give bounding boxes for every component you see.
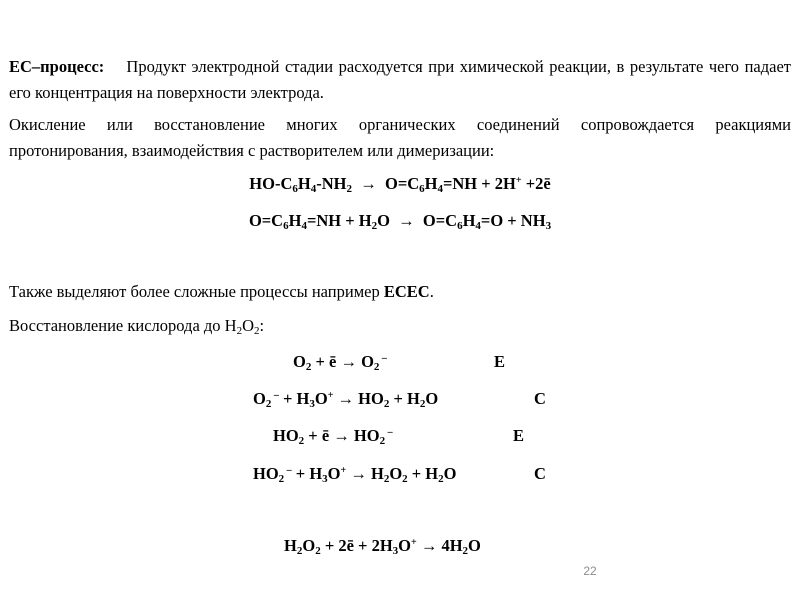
total-part: H	[284, 536, 297, 555]
r1-part: + ē → O	[311, 352, 374, 371]
eq1-part: HO-C	[249, 174, 293, 193]
reaction-3-type: E	[513, 426, 525, 445]
oxidation-paragraph	[9, 112, 791, 164]
ec-process-text: Продукт электродной стадии расходуется при химической реакции, в результате чего падает его концентрация на поверхности электрода.	[9, 57, 791, 102]
r2-sub: 2	[265, 398, 272, 410]
r2-part: O	[425, 389, 439, 408]
oxygen-sub: 2	[254, 325, 260, 337]
ecec-label: ЕСЕС	[383, 282, 430, 301]
oxygen-reduction-paragraph	[9, 313, 791, 339]
oxygen-sub: 2	[236, 325, 243, 337]
total-reaction	[284, 535, 481, 557]
total-part: + 2ē + 2H	[320, 536, 393, 555]
r1-sub: 2	[305, 361, 312, 373]
r2-part: + H	[278, 389, 310, 408]
eq2-part: H	[288, 211, 302, 230]
equation-1	[0, 173, 800, 195]
r1-sub: 2	[373, 361, 380, 373]
eq2-sub: 6	[283, 220, 289, 232]
oxygen-text: Восстановление кислорода до H	[9, 316, 237, 335]
complex-processes-paragraph	[9, 279, 791, 305]
eq2-sub: 4	[475, 220, 481, 232]
reaction-2-type: C	[534, 389, 546, 408]
eq1-part: H	[297, 174, 311, 193]
oxygen-text: :	[259, 316, 265, 335]
reaction-3	[273, 425, 393, 447]
r4-part: HO	[253, 464, 279, 483]
eq1-sub: 4	[437, 183, 443, 195]
r4-sup: +	[340, 465, 347, 476]
total-part: O	[302, 536, 316, 555]
r3-part: + ē → HO	[304, 426, 380, 445]
r4-part: → H	[346, 464, 384, 483]
arrow-icon: →	[360, 174, 377, 193]
r2-sub: 3	[309, 398, 315, 410]
r3-sub: 2	[298, 435, 305, 447]
equation-2	[0, 210, 800, 232]
r2-sub: 2	[383, 398, 390, 410]
eq2-part: O	[377, 211, 390, 230]
ec-process-label: ЕС–процесс:	[9, 57, 105, 76]
r4-part: + H	[291, 464, 323, 483]
eq1-sub: 6	[292, 183, 298, 195]
ec-process-paragraph	[9, 54, 791, 106]
r1-sup: –	[379, 353, 387, 364]
r2-part: O	[314, 389, 328, 408]
r3-part: HO	[273, 426, 299, 445]
eq1-part: H	[424, 174, 438, 193]
eq1-part: -NH	[316, 174, 347, 193]
r4-part: O	[443, 464, 457, 483]
r2-part: O	[253, 389, 266, 408]
eq2-part: H	[462, 211, 476, 230]
eq2-part: =O + NH	[480, 211, 546, 230]
eq2-part: O=C	[422, 211, 458, 230]
complex-text: Также выделяют более сложные процессы например	[9, 282, 384, 301]
eq2-sub: 2	[371, 220, 378, 232]
r2-part: + H	[389, 389, 420, 408]
reaction-4	[253, 463, 457, 485]
total-part: → 4H	[416, 536, 463, 555]
total-part: O	[468, 536, 481, 555]
eq1-sup: +	[515, 175, 522, 186]
total-sup: +	[411, 537, 417, 548]
r4-sub: 2	[402, 473, 408, 485]
oxygen-text: O	[242, 316, 254, 335]
r4-sup: –	[284, 465, 292, 476]
r1-part: O	[293, 352, 306, 371]
r4-sub: 3	[322, 473, 328, 485]
r2-part: → HO	[333, 389, 384, 408]
total-part: O	[398, 536, 411, 555]
eq2-sub: 3	[545, 220, 552, 232]
eq2-part: O=C	[248, 211, 284, 230]
r4-sub: 2	[278, 473, 285, 485]
r4-part: O	[389, 464, 403, 483]
eq1-part: O=C	[384, 174, 420, 193]
eq2-part: =NH + H	[306, 211, 372, 230]
reaction-2	[253, 388, 438, 410]
r4-part: + H	[407, 464, 439, 483]
total-sub: 2	[296, 545, 303, 557]
r2-sup: +	[327, 390, 334, 401]
r2-sup: –	[271, 390, 279, 401]
arrow-icon: →	[398, 211, 415, 230]
eq1-part: =NH + 2H	[442, 174, 516, 193]
r3-sub: 2	[379, 435, 386, 447]
eq2-sub: 6	[457, 220, 463, 232]
eq1-sub: 6	[419, 183, 425, 195]
page-number: 22	[583, 564, 597, 578]
r3-sup: –	[385, 427, 393, 438]
reaction-1-type: E	[494, 352, 506, 371]
reaction-1	[293, 351, 387, 373]
eq1-part: +2ē	[521, 174, 551, 193]
total-sub: 2	[462, 545, 469, 557]
eq1-sub: 2	[346, 183, 352, 195]
r4-sub: 2	[383, 473, 390, 485]
complex-text-end: .	[429, 282, 434, 301]
r2-sub: 2	[419, 398, 426, 410]
total-sub: 3	[392, 545, 399, 557]
eq1-sub: 4	[310, 183, 317, 195]
reaction-4-type: C	[534, 464, 546, 483]
r4-part: O	[327, 464, 341, 483]
oxidation-text: Окисление или восстановление многих органических соединений сопровождается реакциями протонирования, взаимодействия с растворителем или димеризации:	[9, 115, 791, 160]
eq2-sub: 4	[301, 220, 307, 232]
total-sub: 2	[315, 545, 321, 557]
r4-sub: 2	[438, 473, 444, 485]
